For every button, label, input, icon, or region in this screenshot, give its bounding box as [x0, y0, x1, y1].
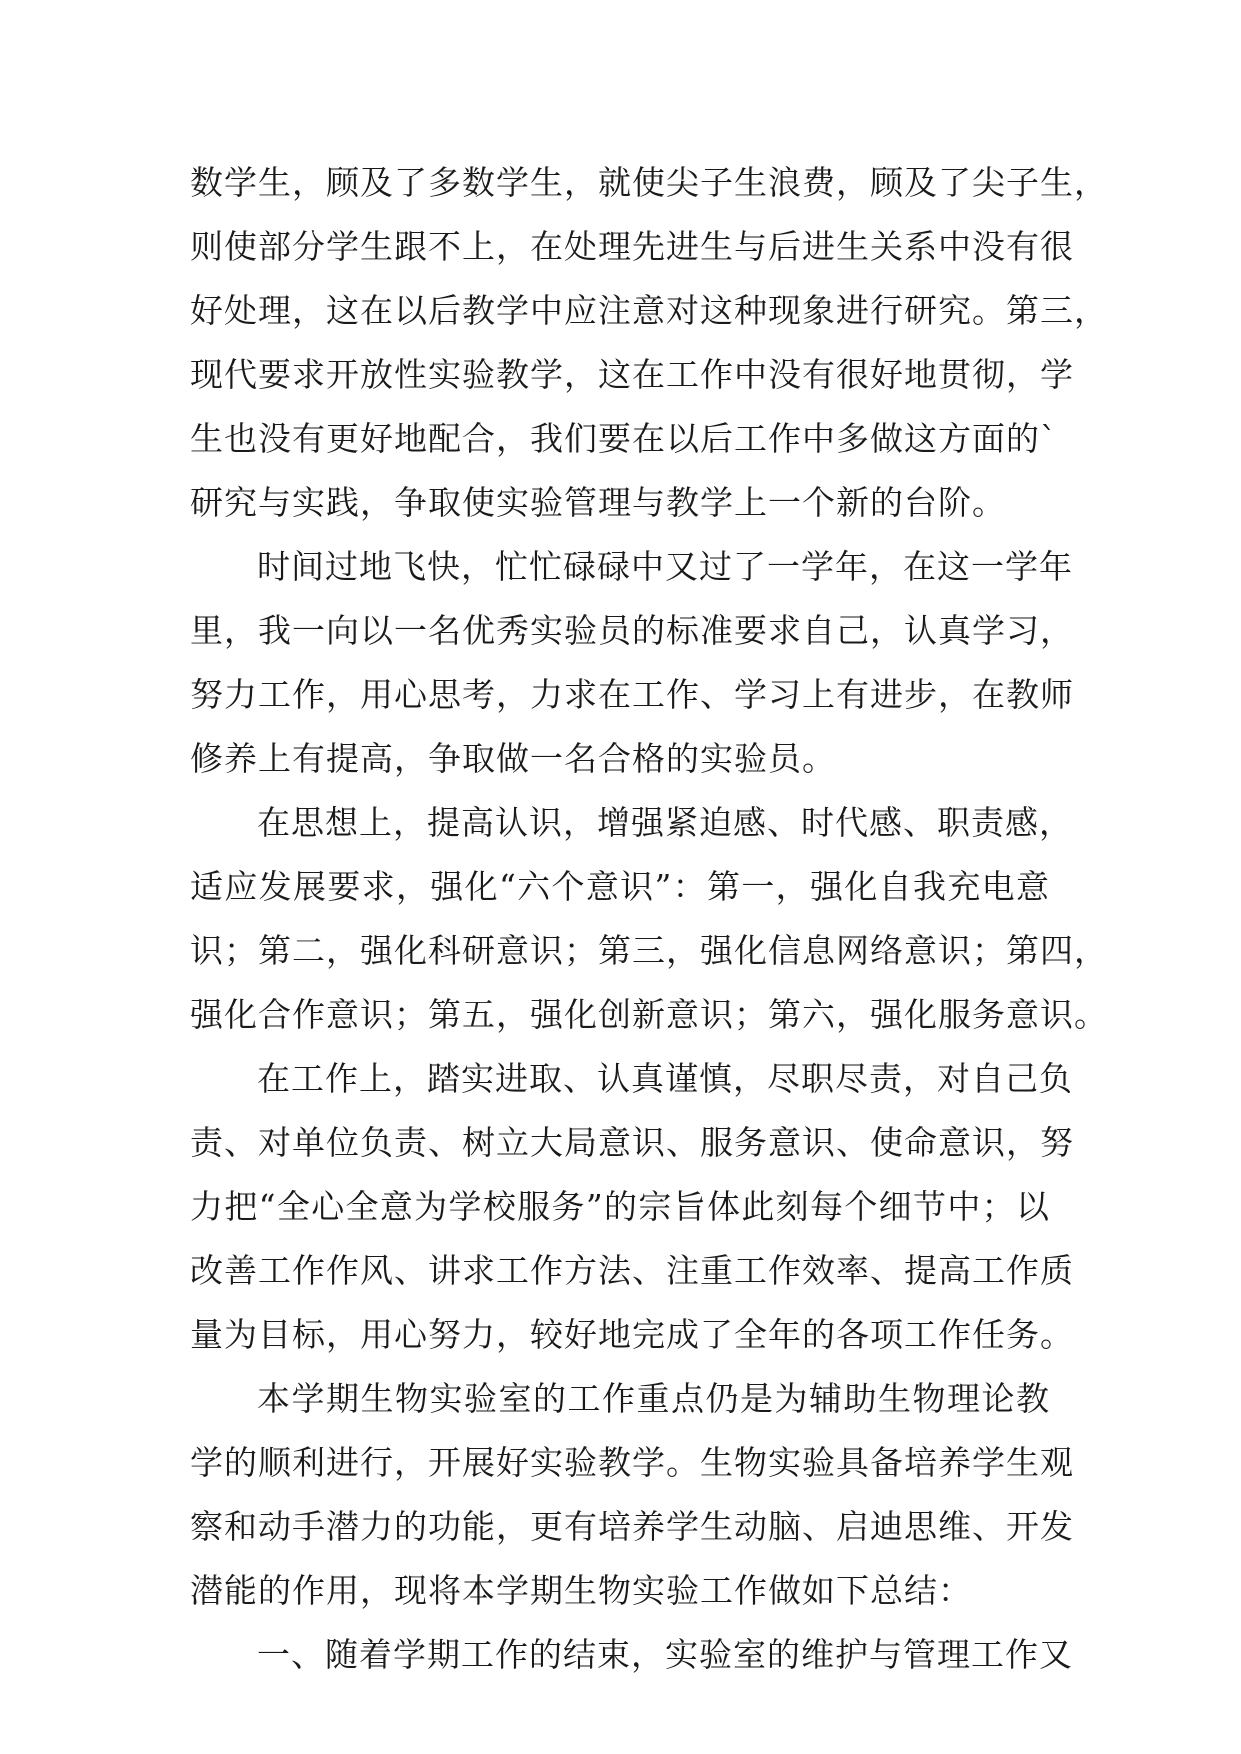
text-line: 察和动手潜力的功能，更有培养学生动脑、启迪思维、开发	[190, 1507, 1074, 1546]
text-line: 潜能的作用，现将本学期生物实验工作做如下总结：	[190, 1571, 972, 1610]
paragraph-first-line: 本学期生物实验室的工作重点仍是为辅助生物理论教	[257, 1379, 1050, 1418]
paragraph-first-line: 一、随着学期工作的结束，实验室的维护与管理工作又	[257, 1635, 1073, 1674]
text-line: 适应发展要求，强化“六个意识”：第一，强化自我充电意	[190, 867, 1050, 906]
text-line: 力把“全心全意为学校服务”的宗旨体此刻每个细节中；以	[190, 1187, 1050, 1226]
paragraph-first-line: 在工作上，踏实进取、认真谨慎，尽职尽责，对自己负	[257, 1059, 1073, 1098]
text-line: 识；第二，强化科研意识；第三，强化信息网络意识；第四，	[190, 931, 1108, 970]
text-line: 改善工作作风、讲求工作方法、注重工作效率、提高工作质	[190, 1251, 1074, 1290]
text-line: 责、对单位负责、树立大局意识、服务意识、使命意识，努	[190, 1123, 1074, 1162]
text-line: 里，我一向以一名优秀实验员的标准要求自己，认真学习，	[190, 611, 1074, 650]
text-line: 好处理，这在以后教学中应注意对这种现象进行研究。第三，	[190, 291, 1108, 330]
text-line: 数学生，顾及了多数学生，就使尖子生浪费，顾及了尖子生，	[190, 163, 1108, 202]
text-line: 生也没有更好地配合，我们要在以后工作中多做这方面的`	[190, 419, 1058, 458]
text-line: 现代要求开放性实验教学，这在工作中没有很好地贯彻，学	[190, 355, 1074, 394]
text-line: 学的顺利进行，开展好实验教学。生物实验具备培养学生观	[190, 1443, 1074, 1482]
text-line: 努力工作，用心思考，力求在工作、学习上有进步，在教师	[190, 675, 1074, 714]
text-line: 研究与实践，争取使实验管理与教学上一个新的台阶。	[190, 483, 1006, 522]
text-line: 强化合作意识；第五，强化创新意识；第六，强化服务意识。	[190, 995, 1108, 1034]
text-line: 则使部分学生跟不上，在处理先进生与后进生关系中没有很	[190, 227, 1074, 266]
text-line: 量为目标，用心努力，较好地完成了全年的各项工作任务。	[190, 1315, 1074, 1354]
paragraph-first-line: 在思想上，提高认识，增强紧迫感、时代感、职责感，	[257, 803, 1073, 842]
paragraph-first-line: 时间过地飞快，忙忙碌碌中又过了一学年，在这一学年	[257, 547, 1073, 586]
text-line: 修养上有提高，争取做一名合格的实验员。	[190, 739, 836, 778]
